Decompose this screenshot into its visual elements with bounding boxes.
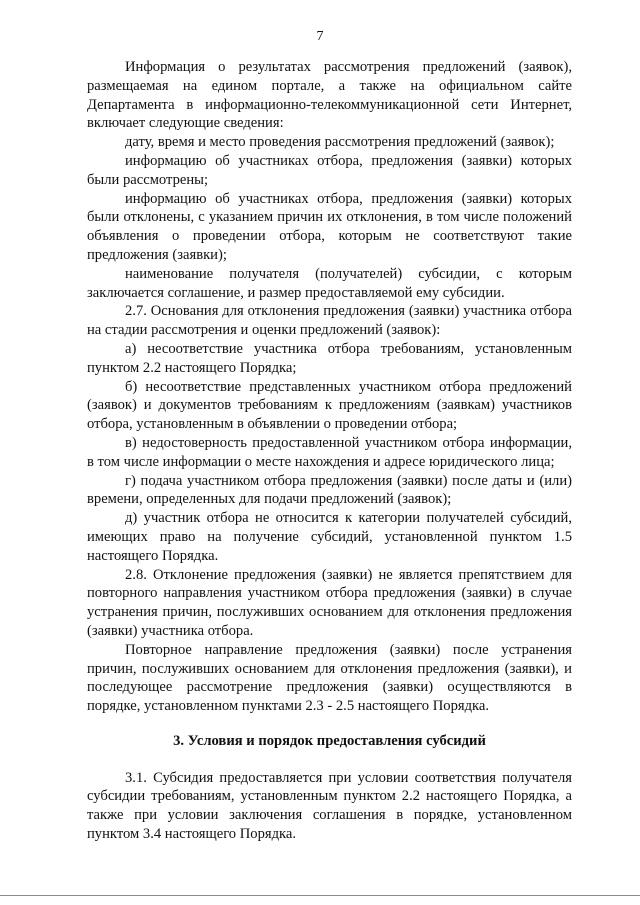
paragraph: а) несоответствие участника отбора требованиям, установленным пунктом 2.2 настоящего Порядка; [87, 340, 572, 376]
paragraph: б) несоответствие представленных участником отбора предложений (заявок) и документов требованиям к предложениям (заявкам) участников отбора, установленным в объявлении о проведении отбора; [87, 378, 572, 433]
paragraph: д) участник отбора не относится к категории получателей субсидий, имеющих право на получение субсидий, установленной пунктом 1.5 настоящего Порядка. [87, 510, 572, 564]
paragraph: 2.7. Основания для отклонения предложения (заявки) участника отбора на стадии рассмотрения и оценки предложений (заявок): [87, 303, 572, 339]
document-body [87, 58, 572, 844]
paragraph: Повторное направление предложения (заявки) после устранения причин, послуживших основанием для отклонения предложения (заявки), и последующее рассмотрение предложения (заявки) осуществляются в порядке, установленном пунктами 2.3 - 2.5 настоящего Порядка. [87, 641, 572, 715]
page-bottom-edge [0, 895, 640, 896]
paragraph: в) недостоверность предоставленной участником отбора информации, в том числе информации о месте нахождения и адресе юридического лица; [87, 434, 572, 470]
paragraph: 2.8. Отклонение предложения (заявки) не является препятствием для повторного направления участником отбора предложения (заявки) в случае устранения причин, послуживших основанием для отклонения предложения (заявки) участника отбора. [87, 566, 572, 639]
paragraph: дату, время и место проведения рассмотрения предложений (заявок); [125, 134, 555, 151]
paragraph: г) подача участником отбора предложения (заявки) после даты и (или) времени, определенных для подачи предложений (заявок); [87, 472, 572, 508]
page-number: 7 [316, 29, 324, 44]
section-heading: 3. Условия и порядок предоставления субсидий [173, 732, 486, 749]
paragraph: 3.1. Субсидия предоставляется при условии соответствия получателя субсидии требованиям, установленным пунктом 2.2 настоящего Порядка, а также при условии заключения соглашения в порядке, установленном пунктом 3.4 настоящего Порядка. [87, 769, 572, 843]
paragraph: наименование получателя (получателей) субсидии, с которым заключается соглашение, и размер предоставляемой ему субсидии. [87, 265, 572, 301]
paragraph: информацию об участниках отбора, предложения (заявки) которых были рассмотрены; [87, 152, 572, 188]
paragraph: Информация о результатах рассмотрения предложений (заявок), размещаемая на едином портале, а также на официальном сайте Департамента в информационно-телекоммуникационной сети Интернет, включает следующие сведения: [87, 59, 572, 132]
paragraph: информацию об участниках отбора, предложения (заявки) которых были отклонены, с указанием причин их отклонения, в том числе положений объявления о проведении отбора, которым не соответствуют такие предложения (заявки); [87, 190, 572, 263]
